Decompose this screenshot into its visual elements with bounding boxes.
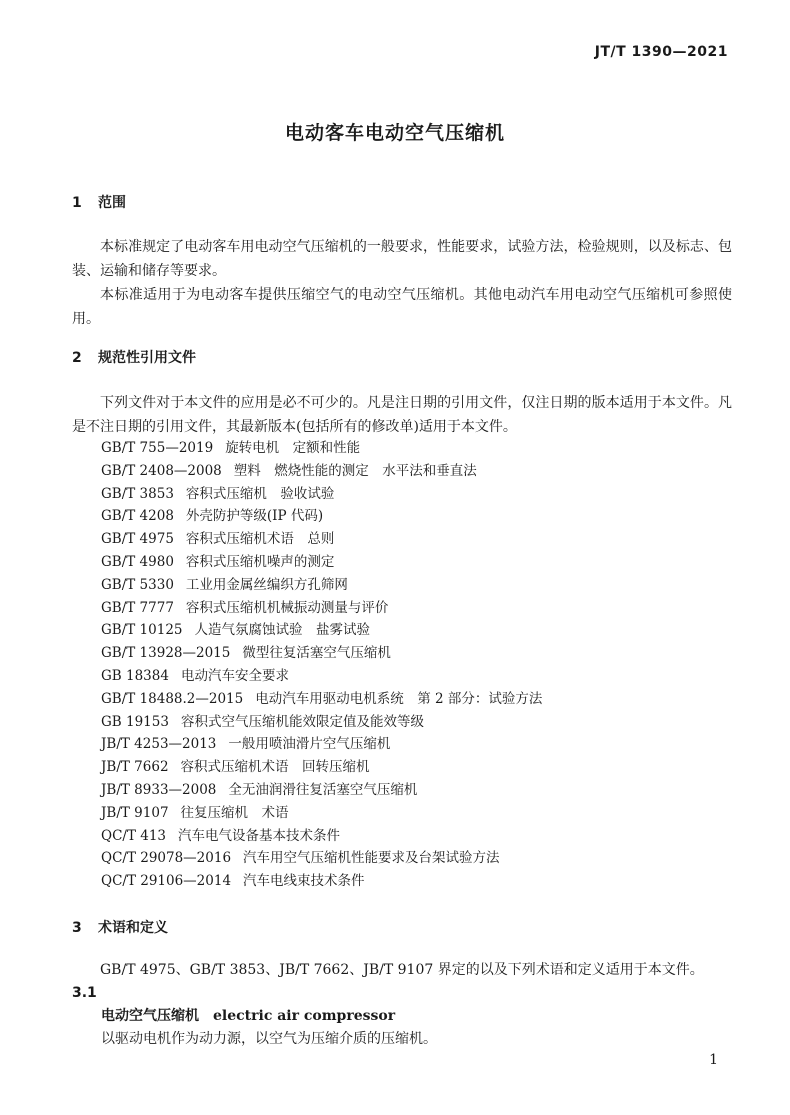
reference-item [101, 756, 542, 779]
reference-item [101, 460, 542, 483]
reference-code: GB/T 2408—2008 [101, 462, 222, 479]
reference-title: 往复压缩机 术语 [180, 804, 289, 821]
reference-item [101, 551, 542, 574]
reference-title: 电动汽车用驱动电机系统 第 2 部分：试验方法 [255, 690, 543, 707]
reference-item [101, 597, 542, 620]
reference-item [101, 437, 542, 460]
reference-title: 全无油润滑往复活塞空气压缩机 [228, 781, 418, 798]
reference-item [101, 825, 542, 848]
reference-title: 塑料 燃烧性能的测定 水平法和垂直法 [233, 462, 477, 479]
reference-title: 容积式压缩机术语 总则 [185, 531, 335, 548]
normative-references-list [101, 437, 542, 893]
reference-title: 汽车用空气压缩机性能要求及台架试验方法 [243, 850, 500, 867]
reference-title: 容积式压缩机 验收试验 [185, 485, 335, 502]
reference-item [101, 505, 542, 528]
reference-code: QC/T 29106—2014 [101, 873, 232, 890]
reference-code: JB/T 8933—2008 [101, 781, 217, 798]
reference-title: 容积式压缩机机械振动测量与评价 [185, 599, 389, 616]
term-name-english: electric air compressor [213, 1008, 396, 1024]
section-2-paragraph-1: 下列文件对于本文件的应用是必不可少的。凡是注日期的引用文件，仅注日期的版本适用于本文件。凡是不注日期的引用文件，其最新版本(包括所有的修改单)适用于本文件。 [72, 395, 732, 435]
reference-code: JB/T 9107 [101, 804, 169, 821]
section-title: 范围 [98, 195, 126, 211]
reference-item [101, 870, 542, 893]
section-number: 1 [72, 195, 82, 211]
reference-item [101, 642, 542, 665]
reference-item [101, 665, 542, 688]
reference-title: 容积式压缩机噪声的测定 [185, 553, 335, 570]
reference-code: GB 18384 [101, 667, 169, 684]
reference-title: 工业用金属丝编织方孔筛网 [185, 576, 348, 593]
section-title: 术语和定义 [98, 920, 168, 936]
section-3-paragraph-1: GB/T 4975、GB/T 3853、JB/T 7662、JB/T 9107 界定的以及下列术语和定义适用于本文件。 [100, 962, 704, 978]
reference-item [101, 619, 542, 642]
reference-item [101, 733, 542, 756]
term-name-chinese: 电动空气压缩机 [101, 1008, 199, 1024]
reference-item [101, 688, 542, 711]
reference-code: JB/T 7662 [101, 759, 169, 776]
reference-item [101, 711, 542, 734]
reference-title: 容积式空气压缩机能效限定值及能效等级 [180, 713, 424, 730]
document-title: 电动客车电动空气压缩机 [284, 122, 505, 144]
reference-code: QC/T 29078—2016 [101, 850, 232, 867]
term-definition: 以驱动电机作为动力源，以空气为压缩介质的压缩机。 [101, 1031, 437, 1047]
reference-code: GB/T 755—2019 [101, 440, 214, 456]
reference-code: GB/T 4208 [101, 508, 174, 525]
section-1-heading [72, 192, 126, 212]
reference-code: GB/T 5330 [101, 576, 174, 593]
reference-item [101, 779, 542, 802]
reference-code: GB 19153 [101, 713, 169, 730]
reference-item [101, 802, 542, 825]
reference-title: 电动汽车安全要求 [180, 667, 289, 684]
reference-item [101, 574, 542, 597]
reference-title: 汽车电线束技术条件 [243, 873, 365, 890]
reference-title: 外壳防护等级(IP 代码) [185, 508, 324, 525]
page-number: 1 [709, 1052, 718, 1068]
section-3-heading [72, 917, 168, 937]
section-1-paragraph-2: 本标准适用于为电动客车提供压缩空气的电动空气压缩机。其他电动汽车用电动空气压缩机可参照使用。 [72, 287, 732, 327]
standard-code: JT/T 1390—2021 [594, 44, 728, 60]
term-number: 3.1 [72, 985, 97, 1001]
reference-code: JB/T 4253—2013 [101, 736, 217, 753]
reference-title: 一般用喷油滑片空气压缩机 [228, 736, 391, 753]
reference-code: GB/T 4975 [101, 531, 174, 548]
reference-code: GB/T 10125 [101, 622, 183, 639]
reference-title: 人造气氛腐蚀试验 盐雾试验 [194, 622, 370, 639]
reference-title: 微型往复活塞空气压缩机 [242, 645, 391, 662]
reference-code: GB/T 18488.2—2015 [101, 690, 244, 707]
reference-code: GB/T 13928—2015 [101, 645, 231, 662]
section-title: 规范性引用文件 [98, 350, 196, 366]
reference-title: 容积式压缩机术语 回转压缩机 [180, 759, 370, 776]
section-2-heading [72, 347, 196, 367]
reference-code: GB/T 7777 [101, 599, 174, 616]
term-name [101, 1005, 395, 1025]
section-1-paragraph-1: 本标准规定了电动客车用电动空气压缩机的一般要求，性能要求，试验方法，检验规则，以及标志、包装、运输和储存等要求。 [72, 239, 732, 279]
section-number: 2 [72, 350, 82, 366]
reference-item [101, 483, 542, 506]
reference-item [101, 528, 542, 551]
section-number: 3 [72, 920, 82, 936]
reference-code: GB/T 4980 [101, 553, 174, 570]
reference-item [101, 847, 542, 870]
reference-code: QC/T 413 [101, 827, 167, 844]
reference-title: 汽车电气设备基本技术条件 [178, 827, 341, 844]
reference-title: 旋转电机 定额和性能 [225, 440, 361, 456]
reference-code: GB/T 3853 [101, 485, 174, 502]
